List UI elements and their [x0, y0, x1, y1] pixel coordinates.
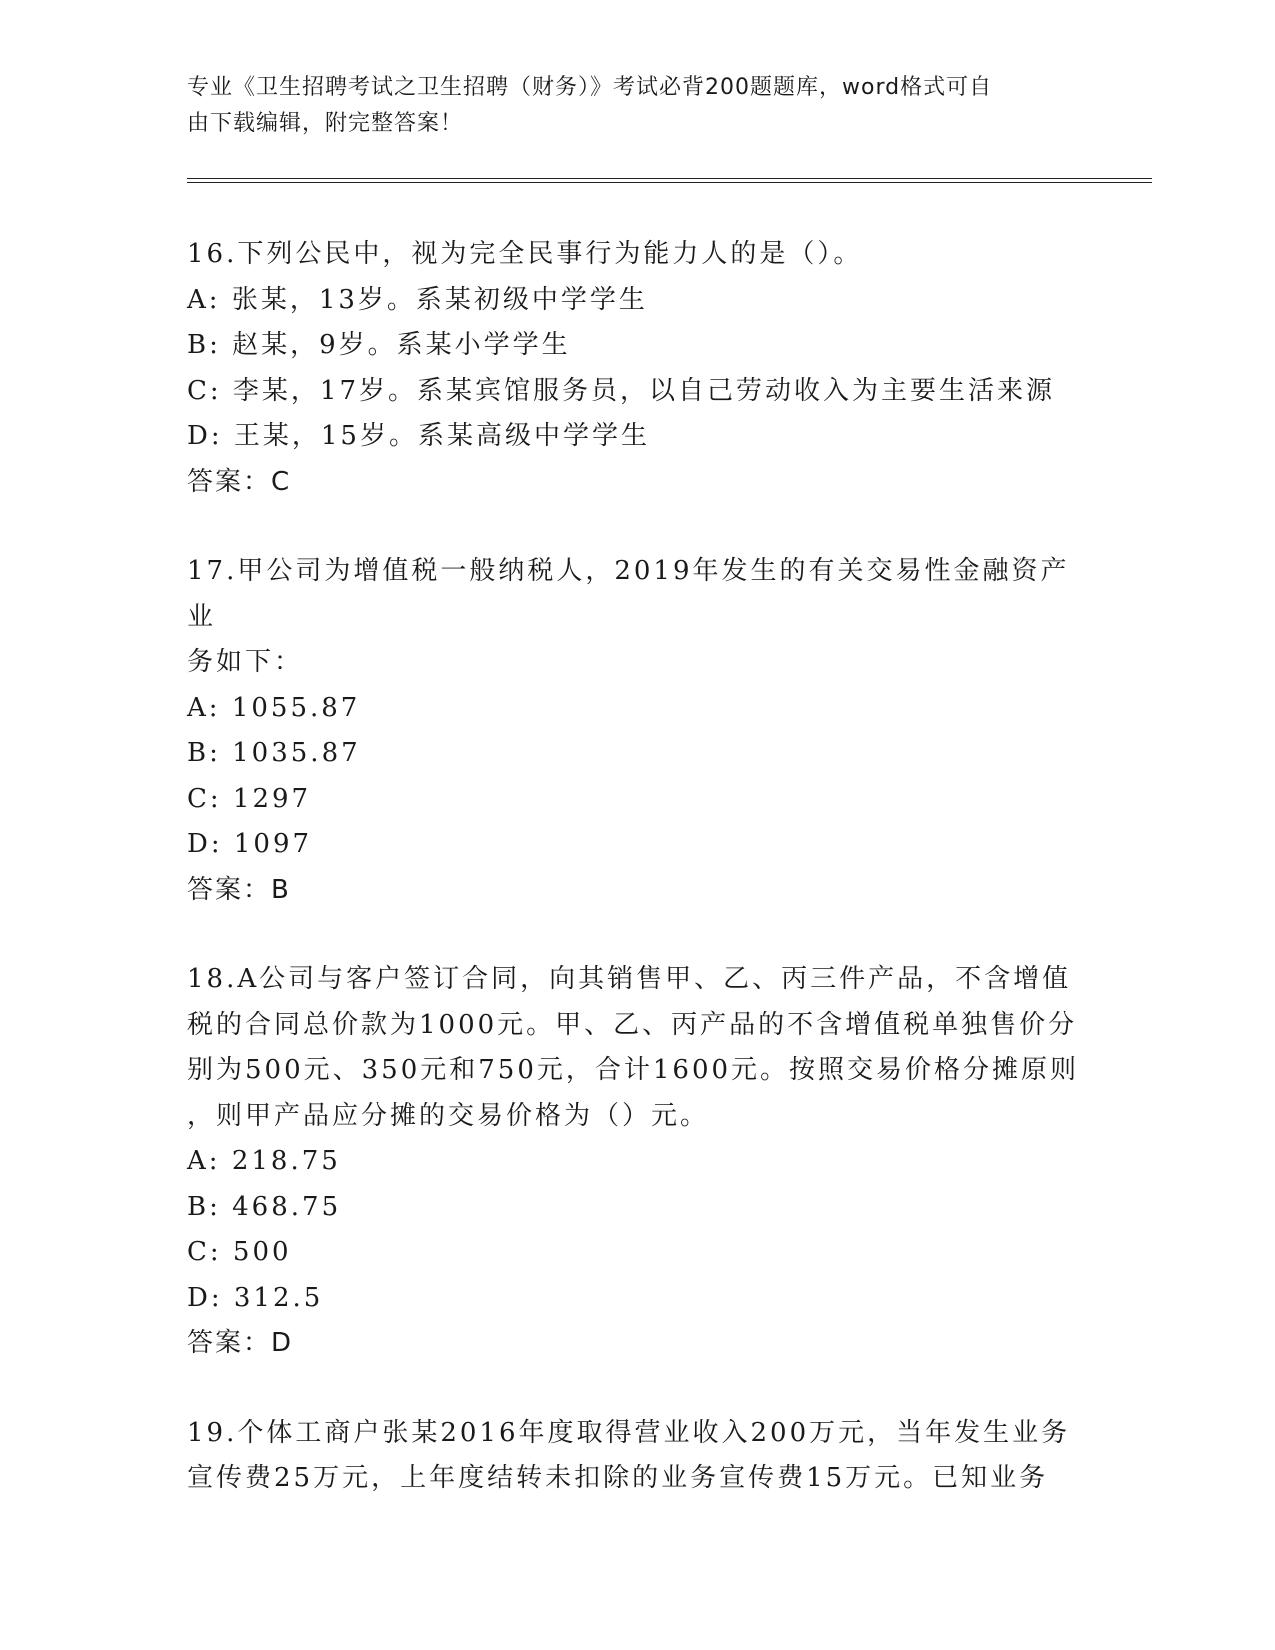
question-stem: 17.甲公司为增值税一般纳税人，2019年发生的有关交易性金融资产业 务如下： [187, 556, 1070, 677]
answer-line: 答案：D [187, 1328, 294, 1358]
option-b: B: 赵某，9岁。系某小学学生 [187, 330, 571, 360]
question-stem: 19.个体工商户张某2016年度取得营业收入200万元，当年发生业务 宣传费25万元，上年度结转未扣除的业务宣传费15万元。已知业务 [187, 1417, 1071, 1493]
option-b: B: 468.75 [187, 1191, 342, 1222]
option-c: C: 500 [187, 1237, 292, 1267]
option-a: A: 张某，13岁。系某初级中学学生 [187, 284, 648, 315]
header-divider [187, 178, 1152, 183]
option-c: C: 1297 [187, 783, 312, 814]
option-a: A: 1055.87 [187, 692, 361, 723]
question-stem: 16.下列公民中，视为完全民事行为能力人的是（）。 [187, 239, 863, 269]
question-stem: 18.A公司与客户签订合同，向其销售甲、乙、丙三件产品，不含增值 税的合同总价款为1000元。甲、乙、丙产品的不含增值税单独售价分 别为500元、350元和750元，合计1600元。按照交易价格分摊原则 ，则甲产品应分摊的交易价格为（）元。 [187, 964, 1080, 1131]
option-c: C: 李某，17岁。系某宾馆服务员，以自己劳动收入为主要生活来源 [187, 375, 1056, 406]
answer-line: 答案：C [187, 466, 292, 497]
question-17 [187, 549, 1087, 913]
header-line-1: 专业《卫生招聘考试之卫生招聘（财务）》考试必背200题题库，word格式可自 [187, 75, 993, 100]
option-d: D: 312.5 [187, 1282, 324, 1313]
option-d: D: 1097 [187, 829, 313, 859]
document-header [187, 70, 1067, 142]
answer-line: 答案：B [187, 874, 291, 905]
question-19 [187, 1411, 1087, 1502]
question-list [187, 232, 1087, 1546]
question-18 [187, 957, 1087, 1367]
question-16 [187, 232, 1087, 505]
header-line-2: 由下载编辑，附完整答案！ [187, 111, 464, 136]
option-d: D: 王某，15岁。系某高级中学学生 [187, 421, 650, 451]
option-a: A: 218.75 [187, 1146, 341, 1176]
option-b: B: 1035.87 [187, 738, 361, 768]
